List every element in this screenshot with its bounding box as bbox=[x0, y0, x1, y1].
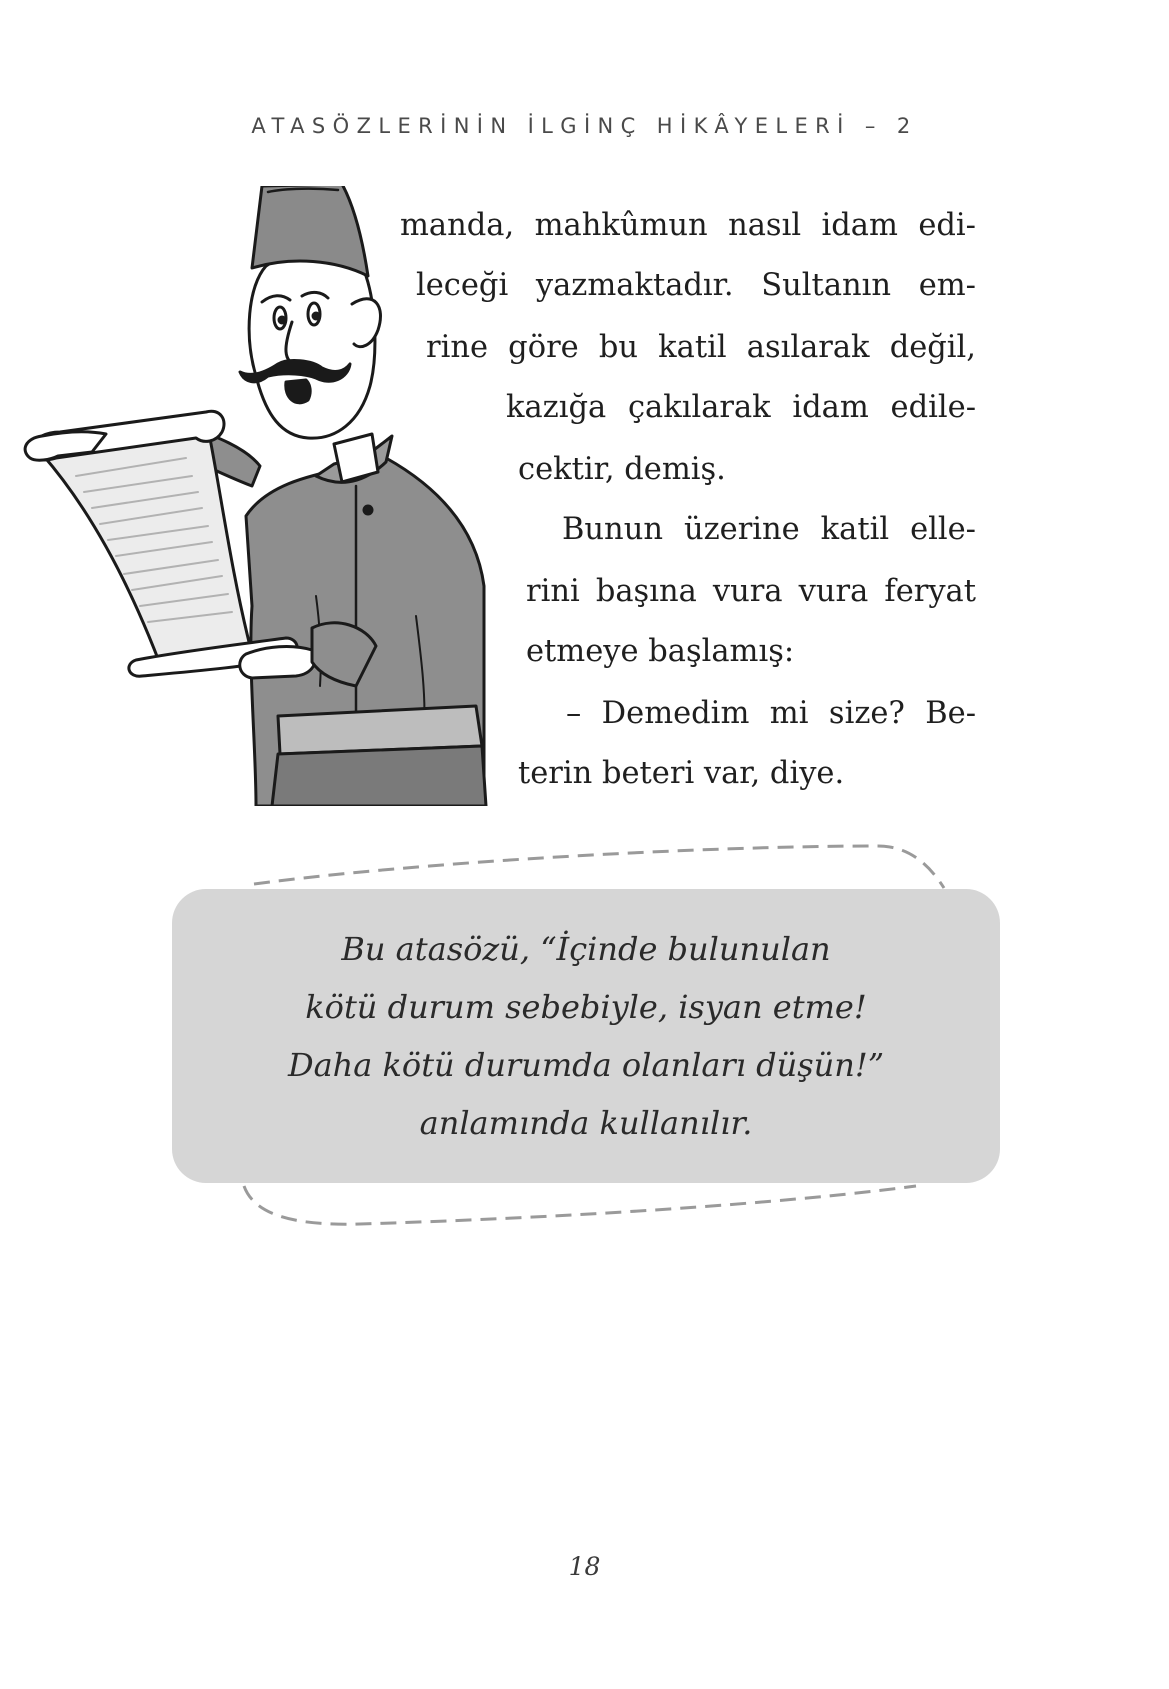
story-line-2: leceği yazmaktadır. Sultanın em- bbox=[416, 268, 976, 303]
story-line-6: Bunun üzerine katil elle- bbox=[562, 512, 976, 547]
story-line-3: rine göre bu katil asılarak değil, bbox=[426, 330, 976, 365]
callout-line-2: kötü durum sebebiyle, isyan etme! bbox=[305, 988, 867, 1026]
callout-line-1: Bu atasözü, “İçinde bulunulan bbox=[341, 930, 831, 968]
running-header: ATASÖZLERİNİN İLGİNÇ HİKÂYELERİ – 2 bbox=[251, 114, 918, 138]
callout-line-3: Daha kötü durumda olanları düşün!” bbox=[287, 1046, 885, 1084]
story-line-5: cektir, demiş. bbox=[518, 452, 726, 487]
story-line-9: – Demedim mi size? Be- bbox=[566, 696, 976, 731]
callout-line-4: anlamında kullanılır. bbox=[419, 1104, 753, 1142]
story-line-7: rini başına vura vura feryat bbox=[526, 574, 976, 609]
story-line-10: terin beteri var, diye. bbox=[518, 756, 845, 791]
story-line-8: etmeye başlamış: bbox=[526, 634, 795, 669]
story-line-4: kazığa çakılarak idam edile- bbox=[506, 390, 976, 425]
page-number: 18 bbox=[568, 1552, 601, 1581]
story-line-1: manda, mahkûmun nasıl idam edi- bbox=[400, 208, 976, 243]
